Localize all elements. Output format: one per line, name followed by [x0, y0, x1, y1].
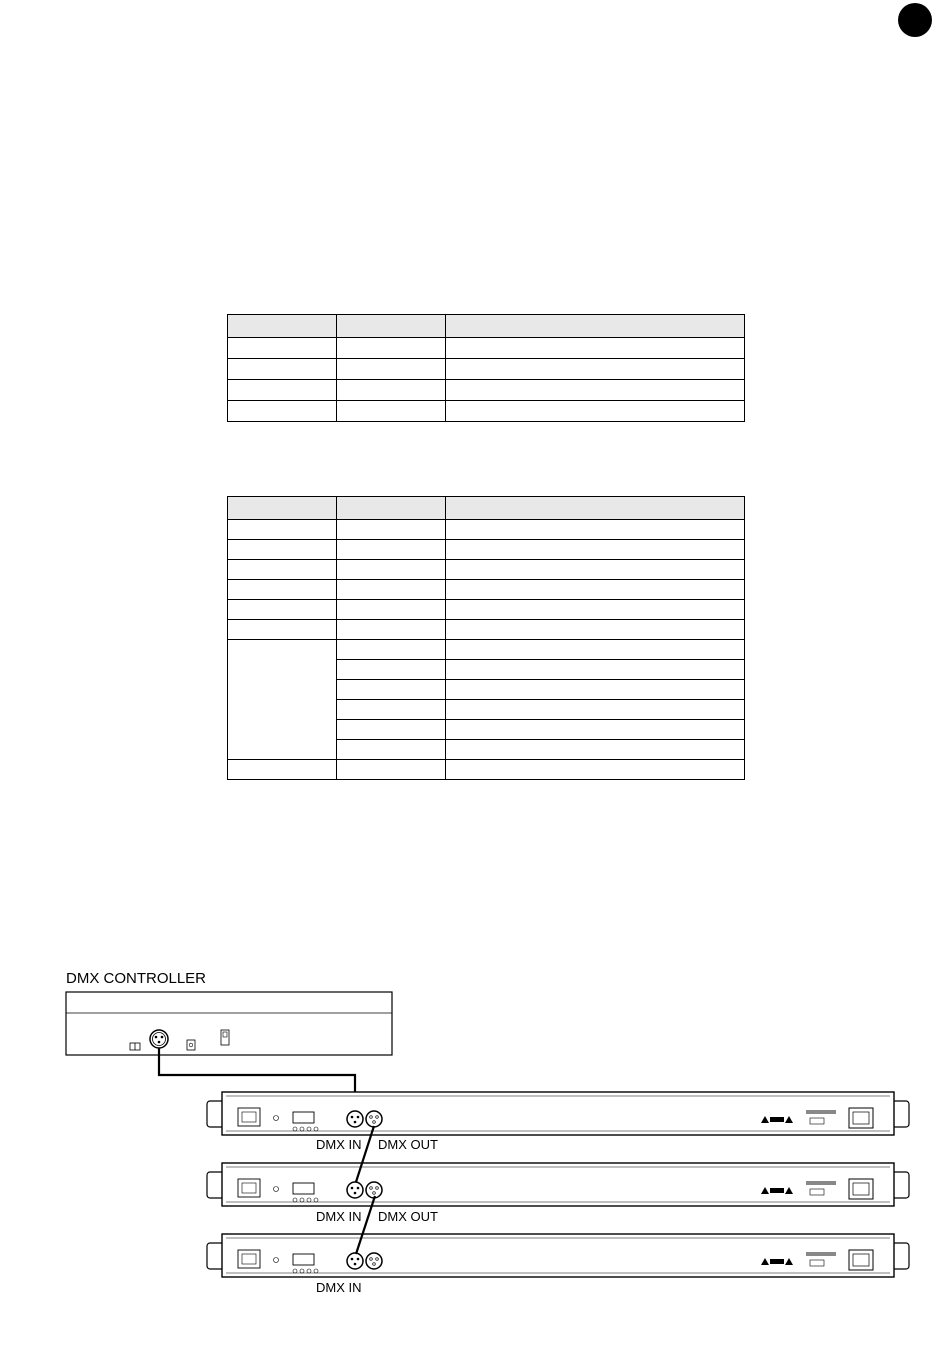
table-cell	[446, 359, 745, 380]
table-cell	[446, 600, 745, 620]
table-row	[228, 338, 745, 359]
led-bar-fixture-3	[207, 1234, 909, 1277]
dmx-in-jack	[347, 1111, 363, 1127]
table-cell	[337, 359, 446, 380]
table-cell	[337, 497, 446, 520]
table-cell	[337, 720, 446, 740]
table-cell	[228, 620, 337, 640]
table-cell	[337, 338, 446, 359]
rating-label-icon	[770, 1259, 784, 1264]
table-row	[228, 600, 745, 620]
table-cell	[337, 315, 446, 338]
dmx-out-jack	[366, 1111, 382, 1127]
table-cell	[228, 401, 337, 422]
table-cell	[337, 740, 446, 760]
table-cell	[228, 540, 337, 560]
table-cell	[228, 497, 337, 520]
table-cell	[337, 760, 446, 780]
table-cell	[446, 580, 745, 600]
table-cell	[446, 660, 745, 680]
table-cell	[337, 580, 446, 600]
channel-table-2	[227, 496, 745, 780]
table-row	[228, 520, 745, 540]
table-cell	[446, 540, 745, 560]
fixture-2-dmx-out-label: DMX OUT	[378, 1209, 438, 1224]
table-row	[228, 359, 745, 380]
table-header-row	[228, 497, 745, 520]
dmx-out-jack	[366, 1182, 382, 1198]
table-cell	[446, 740, 745, 760]
channel-table-1	[227, 314, 745, 422]
fixture-body	[222, 1163, 894, 1206]
type-plate-icon	[806, 1110, 836, 1114]
table-cell	[337, 560, 446, 580]
table-cell	[446, 401, 745, 422]
table-cell	[228, 560, 337, 580]
table-cell	[337, 680, 446, 700]
table-cell	[446, 315, 745, 338]
table-cell	[446, 640, 745, 660]
table-header-row	[228, 315, 745, 338]
rating-label-icon	[770, 1117, 784, 1122]
table-cell	[446, 497, 745, 520]
table-cell	[337, 640, 446, 660]
led-bar-fixture-2	[207, 1163, 909, 1206]
table-cell	[228, 338, 337, 359]
fixture-1-dmx-in-label: DMX IN	[316, 1137, 362, 1152]
table-cell	[228, 600, 337, 620]
table-cell	[337, 540, 446, 560]
table-row	[228, 540, 745, 560]
table-cell	[228, 380, 337, 401]
fixture-body	[222, 1234, 894, 1277]
dmx-in-jack	[347, 1182, 363, 1198]
dmx-out-jack	[366, 1253, 382, 1269]
table-row	[228, 560, 745, 580]
table-cell	[446, 720, 745, 740]
table-cell	[337, 520, 446, 540]
fixture-body	[222, 1092, 894, 1135]
fixture-1-dmx-out-label: DMX OUT	[378, 1137, 438, 1152]
table-cell	[446, 338, 745, 359]
table-cell	[446, 760, 745, 780]
table-cell	[228, 760, 337, 780]
type-plate-icon	[806, 1252, 836, 1256]
table-cell	[446, 620, 745, 640]
dmx-controller-panel	[66, 992, 392, 1055]
fixture-2-dmx-in-label: DMX IN	[316, 1209, 362, 1224]
table-cell	[228, 359, 337, 380]
table-cell	[228, 315, 337, 338]
table-row	[228, 640, 745, 660]
rating-label-icon	[770, 1188, 784, 1193]
table-cell	[337, 600, 446, 620]
table-row	[228, 380, 745, 401]
table-cell	[446, 680, 745, 700]
table-row	[228, 620, 745, 640]
table-cell	[446, 380, 745, 401]
table-row	[228, 760, 745, 780]
type-plate-icon	[806, 1181, 836, 1185]
table-cell	[228, 520, 337, 540]
table-cell	[446, 700, 745, 720]
fixture-3-dmx-in-label: DMX IN	[316, 1280, 362, 1295]
table-cell	[337, 380, 446, 401]
table-cell	[446, 560, 745, 580]
table-cell	[446, 520, 745, 540]
dmx-in-jack	[347, 1253, 363, 1269]
table-cell	[337, 620, 446, 640]
controller-title: DMX CONTROLLER	[66, 970, 207, 987]
table-row	[228, 401, 745, 422]
led-bar-fixture-1	[207, 1092, 909, 1135]
table-row	[228, 580, 745, 600]
page-marker-dot	[898, 3, 932, 37]
dmx-wiring-diagram	[0, 980, 950, 1310]
table-cell	[337, 660, 446, 680]
table-cell	[337, 401, 446, 422]
table-cell	[228, 580, 337, 600]
table-cell	[337, 700, 446, 720]
table-cell-merged	[228, 640, 337, 760]
